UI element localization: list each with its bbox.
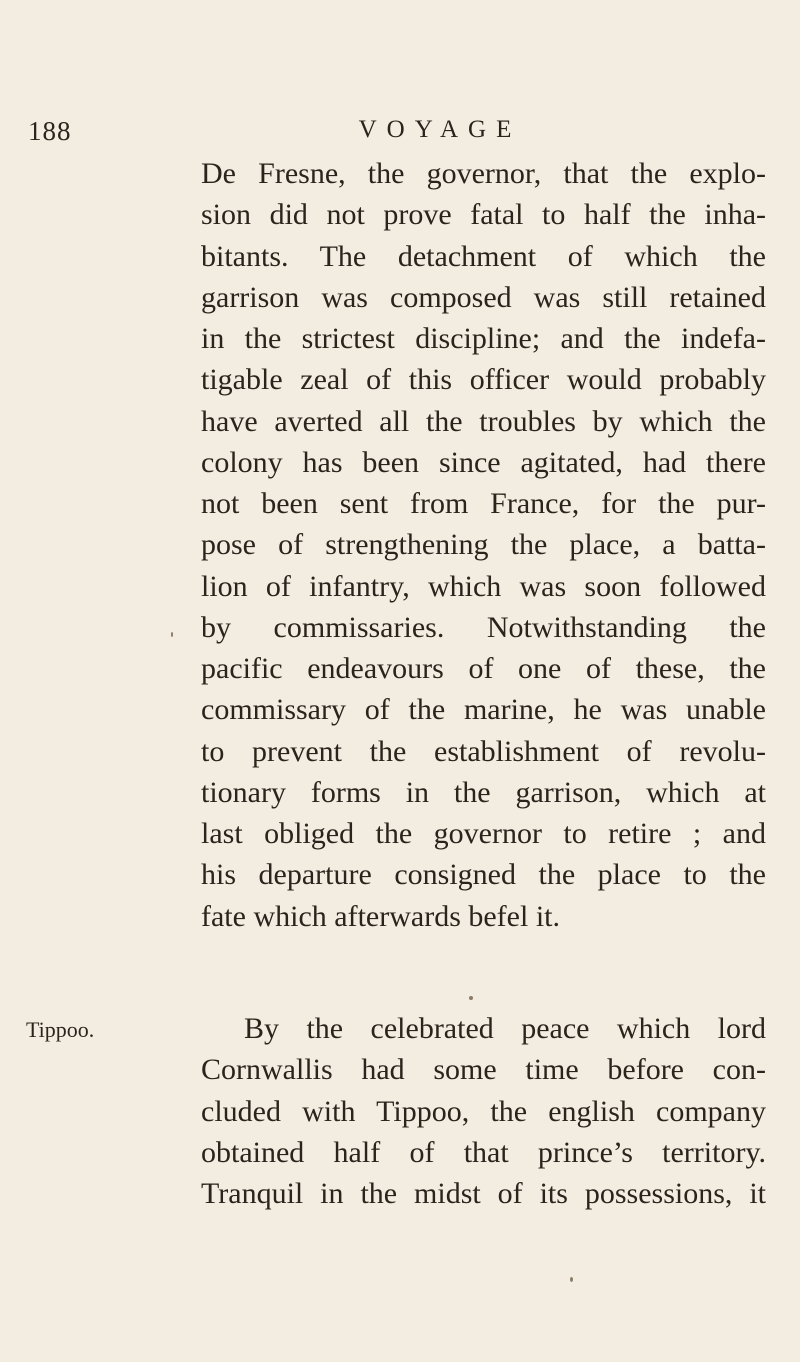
text-line: Cornwallis had some time before con- — [201, 1053, 766, 1087]
text-line: pose of strengthening the place, a batta- — [201, 528, 766, 562]
ink-speck — [469, 996, 473, 1000]
text-line: By the celebrated peace which lord — [244, 1012, 766, 1045]
text-line: De Fresne, the governor, that the explo- — [201, 157, 766, 190]
page-number: 188 — [28, 116, 72, 146]
text-line: have averted all the troubles by which the — [201, 404, 766, 438]
text-line: by commissaries. Notwithstanding the — [201, 610, 766, 644]
text-line: cluded with Tippoo, the english company — [201, 1094, 766, 1128]
text-line: fate which afterwards befel it. — [201, 899, 560, 933]
text-line: bitants. The detachment of which the — [201, 239, 766, 273]
ink-speck — [570, 1277, 573, 1282]
text-line: pacific endeavours of one of these, the — [201, 652, 766, 685]
text-line: his departure consigned the place to the — [201, 858, 766, 892]
paragraph-1 — [201, 153, 766, 937]
text-line: to prevent the establishment of revolu- — [201, 734, 766, 768]
text-line: last obliged the governor to retire ; and — [201, 817, 766, 850]
text-line: tigable zeal of this officer would probably — [201, 363, 766, 397]
text-line: colony has been since agitated, had there — [201, 445, 766, 479]
paragraph-2 — [201, 1008, 766, 1214]
text-line: Tranquil in the midst of its possessions, it — [201, 1177, 766, 1210]
margin-note: Tippoo. — [26, 1017, 95, 1042]
ink-speck — [171, 632, 173, 637]
text-line: commissary of the marine, he was unable — [201, 693, 766, 727]
text-line: garrison was composed was still retained — [201, 280, 766, 314]
text-line: in the strictest discipline; and the indefa- — [201, 322, 766, 355]
text-line: not been sent from France, for the pur- — [201, 487, 766, 520]
running-head: VOYAGE — [358, 116, 522, 143]
text-line: obtained half of that prince’s territory. — [201, 1135, 766, 1169]
text-line: tionary forms in the garrison, which at — [201, 775, 766, 809]
text-line: lion of infantry, which was soon followed — [201, 569, 766, 603]
text-line: sion did not prove fatal to half the inha- — [201, 198, 766, 232]
